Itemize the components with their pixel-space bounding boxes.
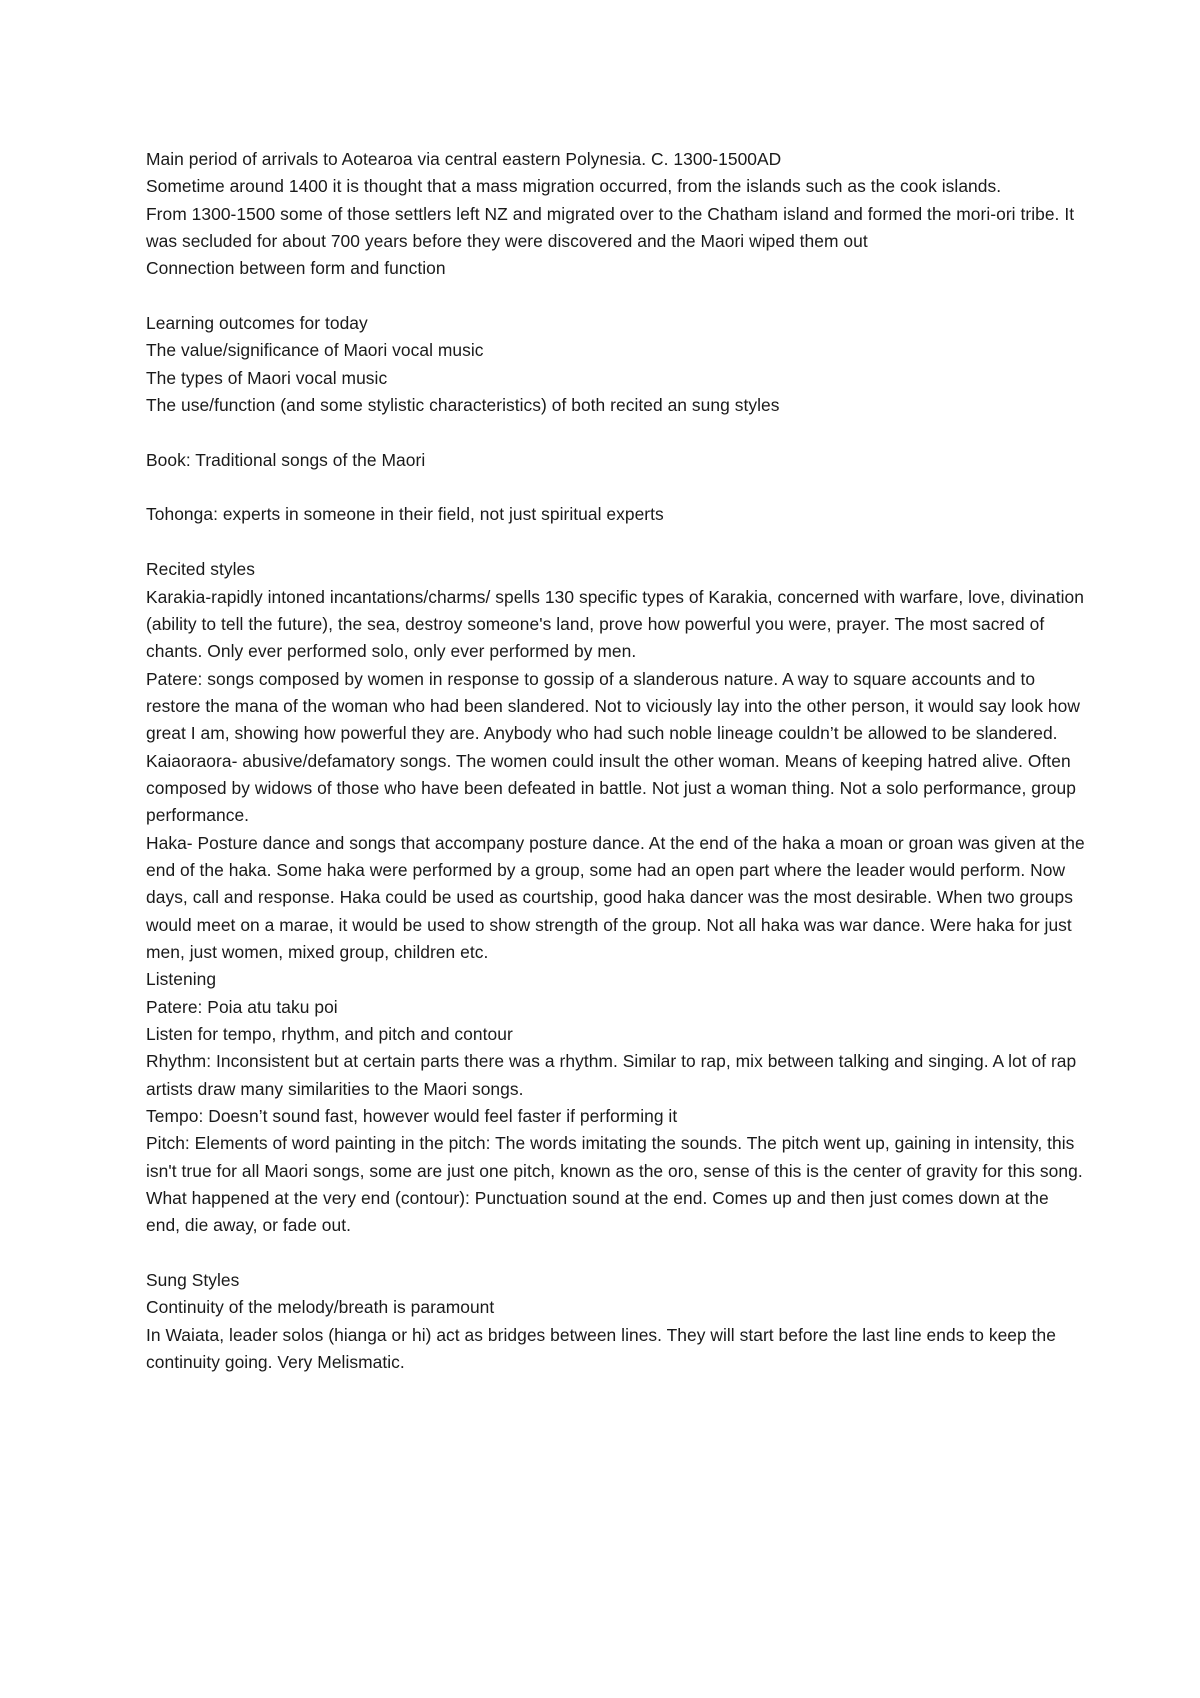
paragraph: The types of Maori vocal music <box>146 367 388 388</box>
paragraph: Sometime around 1400 it is thought that a mass migration occurred, from the islands such as the cook islands. <box>146 176 1002 197</box>
blank-line <box>146 283 1086 310</box>
paragraph: Listening <box>146 969 217 990</box>
paragraph: Main period of arrivals to Aotearoa via central eastern Polynesia. C. 1300-1500AD <box>146 149 782 169</box>
blank-line <box>146 474 1086 501</box>
paragraph: Tohonga: experts in someone in their field, not just spiritual experts <box>146 504 664 525</box>
paragraph: The value/significance of Maori vocal music <box>146 340 484 361</box>
paragraph: Patere: Poia atu taku poi <box>146 996 338 1017</box>
paragraph: Continuity of the melody/breath is paramount <box>146 1297 495 1318</box>
paragraph: Listen for tempo, rhythm, and pitch and contour <box>146 1024 513 1044</box>
paragraph: What happened at the very end (contour): Punctuation sound at the end. Comes up and then just comes down at the end, die away, or fade out. <box>146 1188 1049 1236</box>
paragraph: Rhythm: Inconsistent but at certain parts there was a rhythm. Similar to rap, mix between talking and singing. A lot of rap artists draw many similarities to the Maori songs. <box>146 1051 1077 1099</box>
paragraph: Tempo: Doesn’t sound fast, however would feel faster if performing it <box>146 1106 678 1127</box>
paragraph: Karakia-rapidly intoned incantations/charms/ spells 130 specific types of Karakia, concerned with warfare, love, divination (ability to tell the future), the sea, destroy someone's land, prove how powerful you were, prayer. The most sacred of chants. Only ever performed solo, only ever performed by men. <box>146 586 1084 662</box>
paragraph: The use/function (and some stylistic characteristics) of both recited an sung styles <box>146 395 780 416</box>
paragraph: Learning outcomes for today <box>146 313 368 334</box>
section-heading: Sung Styles <box>146 1270 240 1291</box>
document-body <box>146 146 1086 1376</box>
paragraph: Connection between form and function <box>146 258 446 279</box>
paragraph: From 1300-1500 some of those settlers left NZ and migrated over to the Chatham island and formed the mori-ori tribe. It was secluded for about 700 years before they were discovered and the Maori wiped them out <box>146 203 1075 252</box>
paragraph: Kaiaoraora- abusive/defamatory songs. The women could insult the other woman. Means of keeping hatred alive. Often composed by widows of those who have been defeated in battle. Not just a woman thing. Not a solo performance, group performance. <box>146 750 1076 826</box>
section-heading: Recited styles <box>146 559 255 580</box>
paragraph: Pitch: Elements of word painting in the pitch: The words imitating the sounds. The pitch went up, gaining in intensity, this isn't true for all Maori songs, some are just one pitch, known as the oro, sense of this is the center of gravity for this song. <box>146 1133 1083 1181</box>
paragraph: Patere: songs composed by women in response to gossip of a slanderous nature. A way to square accounts and to restore the mana of the woman who had been slandered. Not to viciously lay into the other person, it would say look how great I am, showing how powerful they are. Anybody who had such noble lineage couldn’t be allowed to be slandered. <box>146 668 1080 744</box>
blank-line <box>146 1240 1086 1267</box>
blank-line <box>146 529 1086 556</box>
paragraph: Haka- Posture dance and songs that accompany posture dance. At the end of the haka a moan or groan was given at the end of the haka. Some haka were performed by a group, some had an open part where the leader would perform. Now days, call and response. Haka could be used as courtship, good haka dancer was the most desirable. When two groups would meet on a marae, it would be used to show strength of the group. Not all haka was war dance. Were haka for just men, just women, mixed group, children etc. <box>146 832 1085 962</box>
paragraph: Book: Traditional songs of the Maori <box>146 449 426 470</box>
paragraph: In Waiata, leader solos (hianga or hi) act as bridges between lines. They will start before the last line ends to keep the continuity going. Very Melismatic. <box>146 1324 1056 1373</box>
blank-line <box>146 419 1086 446</box>
